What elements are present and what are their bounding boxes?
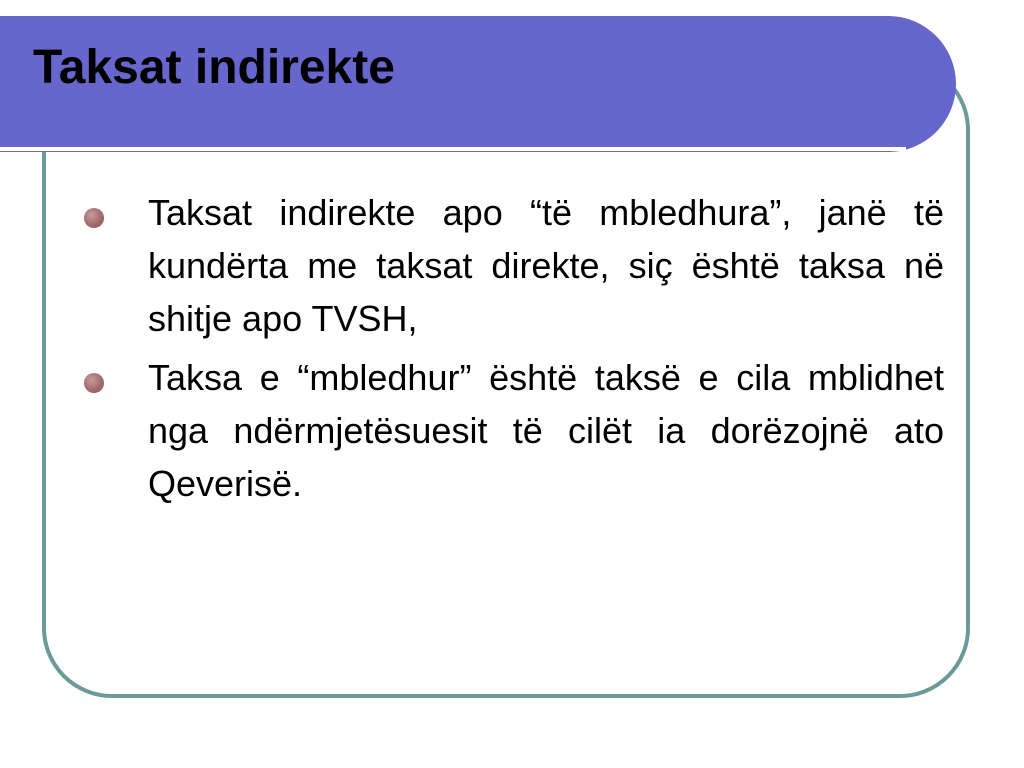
bullet-dot-icon <box>84 373 104 393</box>
bullet-list <box>80 186 944 516</box>
title-underline <box>0 147 906 151</box>
slide-title: Taksat indirekte <box>33 41 395 94</box>
bullet-text: Taksat indirekte apo “të mbledhura”, janë të kundërta me taksat direkte, siç është taksa në shitje apo TVSH, <box>148 192 944 339</box>
bullet-item <box>80 351 944 510</box>
bullet-text: Taksa e “mbledhur” është taksë e cila mblidhet nga ndërmjetësuesit të cilët ia dorëzojnë ato Qeverisë. <box>148 357 944 504</box>
bullet-item <box>80 186 944 345</box>
bullet-dot-icon <box>84 208 104 228</box>
